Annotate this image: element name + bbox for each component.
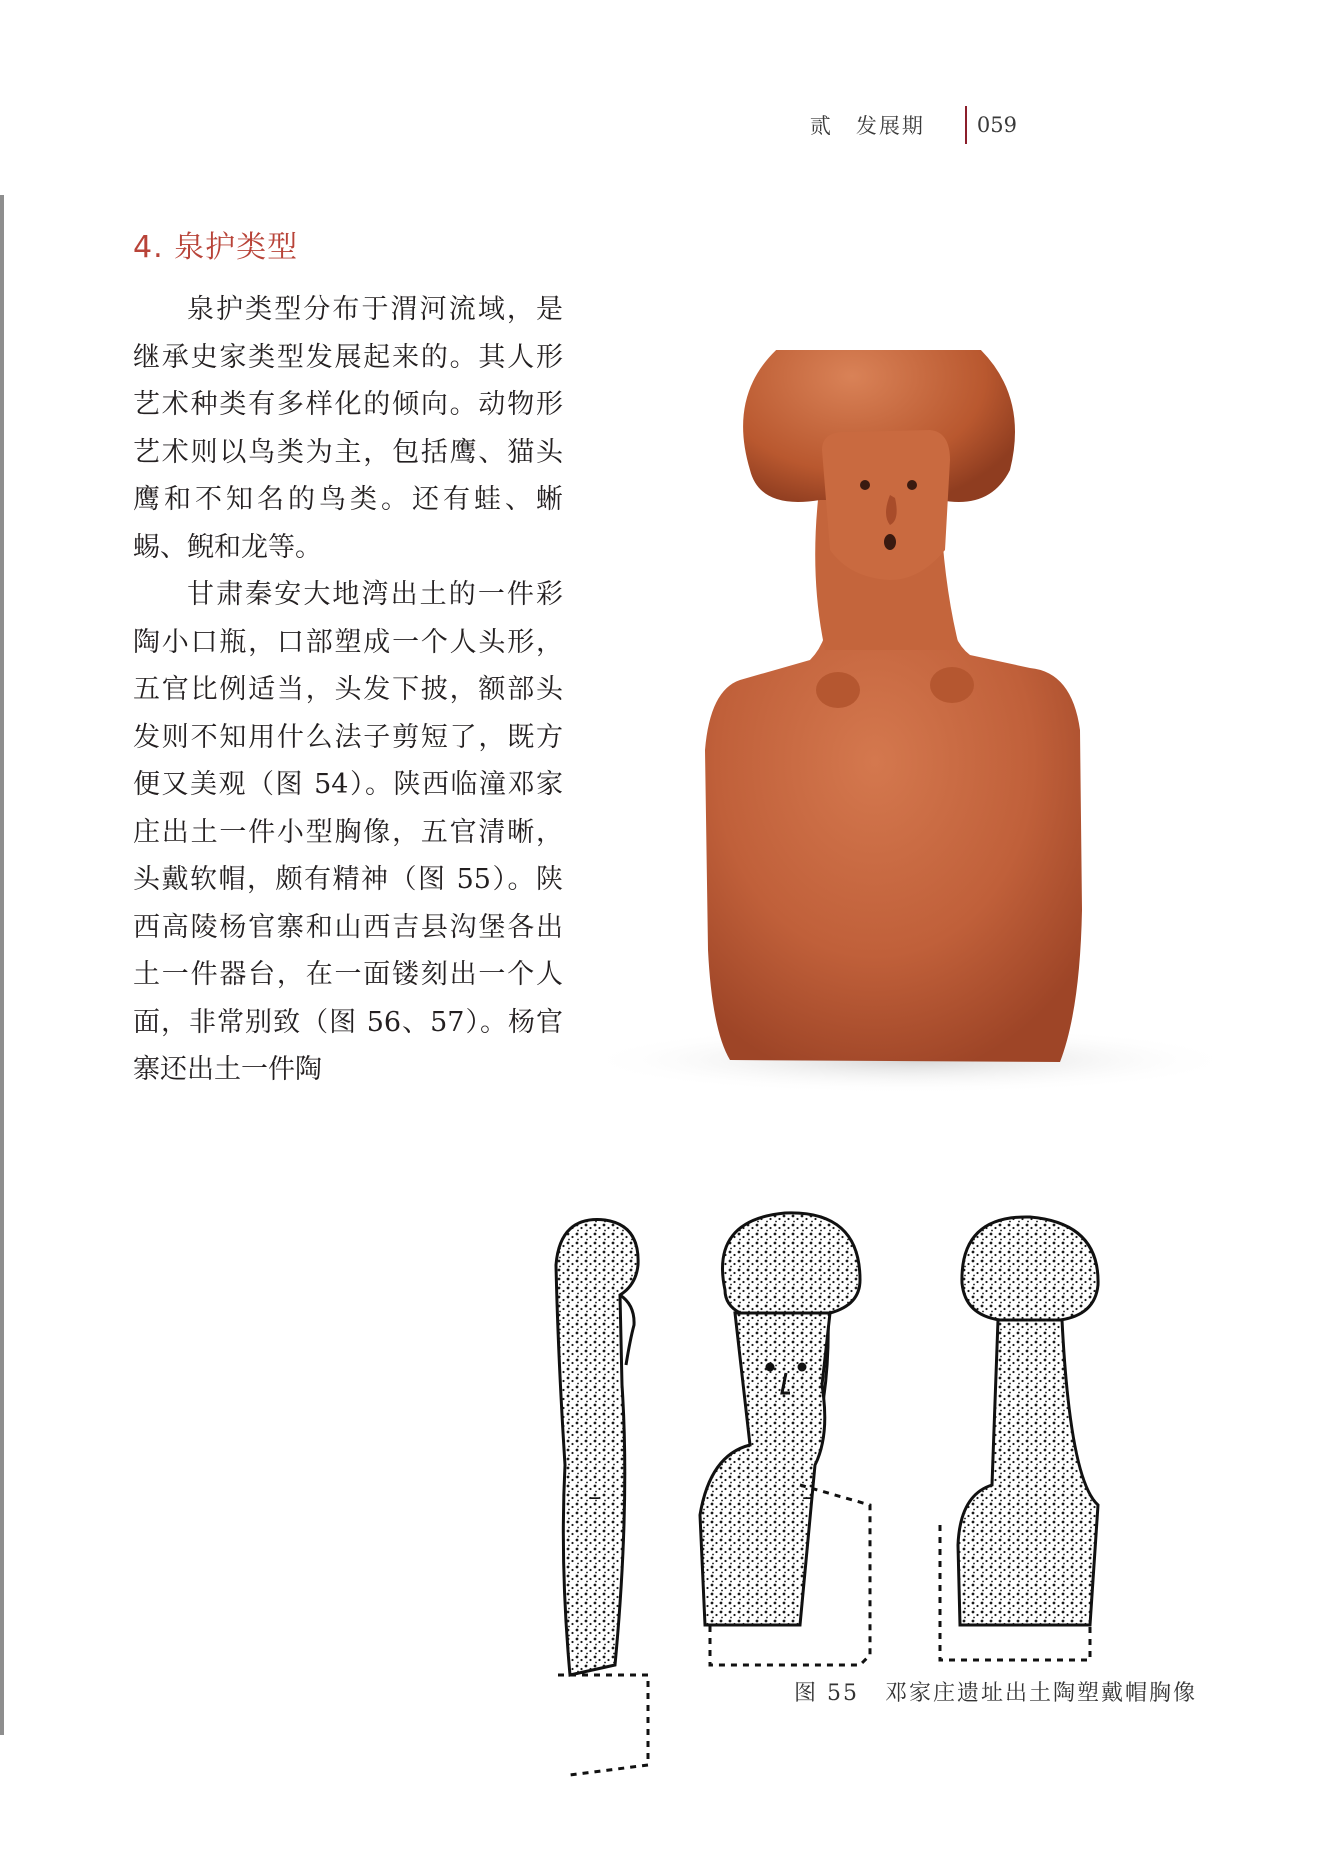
figurine-face bbox=[822, 430, 950, 580]
drawing-back-view bbox=[940, 1217, 1098, 1660]
drawing-front-view bbox=[700, 1213, 870, 1665]
figurine-mouth bbox=[884, 534, 896, 550]
running-head bbox=[810, 106, 1017, 144]
figure-title: 邓家庄遗址出土陶塑戴帽胸像 bbox=[884, 1681, 1197, 1706]
running-head-divider bbox=[965, 106, 967, 144]
page-edge-rule bbox=[0, 195, 4, 1735]
section-heading: 4. 泉护类型 bbox=[133, 230, 299, 265]
figurine-eye-left bbox=[860, 480, 870, 490]
running-head-section: 贰 发展期 bbox=[809, 114, 925, 138]
figurine-body bbox=[705, 600, 1082, 1062]
figurine-drawings bbox=[530, 1205, 1210, 1815]
figure-caption bbox=[794, 1676, 1197, 1707]
figurine-eye-right bbox=[907, 480, 917, 490]
figurine-breast-right bbox=[930, 667, 974, 703]
drawing-mark-right: – bbox=[802, 1483, 814, 1511]
paragraph-1: 泉护类型分布于渭河流域，是继承史家类型发展起来的。其人形艺术种类有多样化的倾向。动物形艺术则以鸟类为主，包括鹰、猫头鹰和不知名的鸟类。还有蛙、蜥蜴、鲵和龙等。 bbox=[133, 294, 563, 563]
drawing-mark-left: – bbox=[588, 1483, 600, 1511]
paragraph-2: 甘肃秦安大地湾出土的一件彩陶小口瓶，口部塑成一个人头形，五官比例适当，头发下披，额部头发则不知用什么法子剪短了，既方便又美观（图 54）。陕西临潼邓家庄出土一件小型胸像，五官清晰，头戴软帽，颇有精神（图 55）。陕西高陵杨官寨和山西吉县沟堡各出土一件器台，在一面镂刻出一个人面，非常别致（图 56、57）。杨官寨还出土一件陶 bbox=[133, 579, 563, 1085]
page-number: 059 bbox=[976, 113, 1017, 137]
figurine-photo bbox=[590, 350, 1230, 1100]
figure-number: 图 55 bbox=[793, 1681, 859, 1706]
figurine-breast-left bbox=[816, 672, 860, 708]
body-text bbox=[133, 286, 563, 1094]
drawing-side-view bbox=[556, 1220, 648, 1775]
